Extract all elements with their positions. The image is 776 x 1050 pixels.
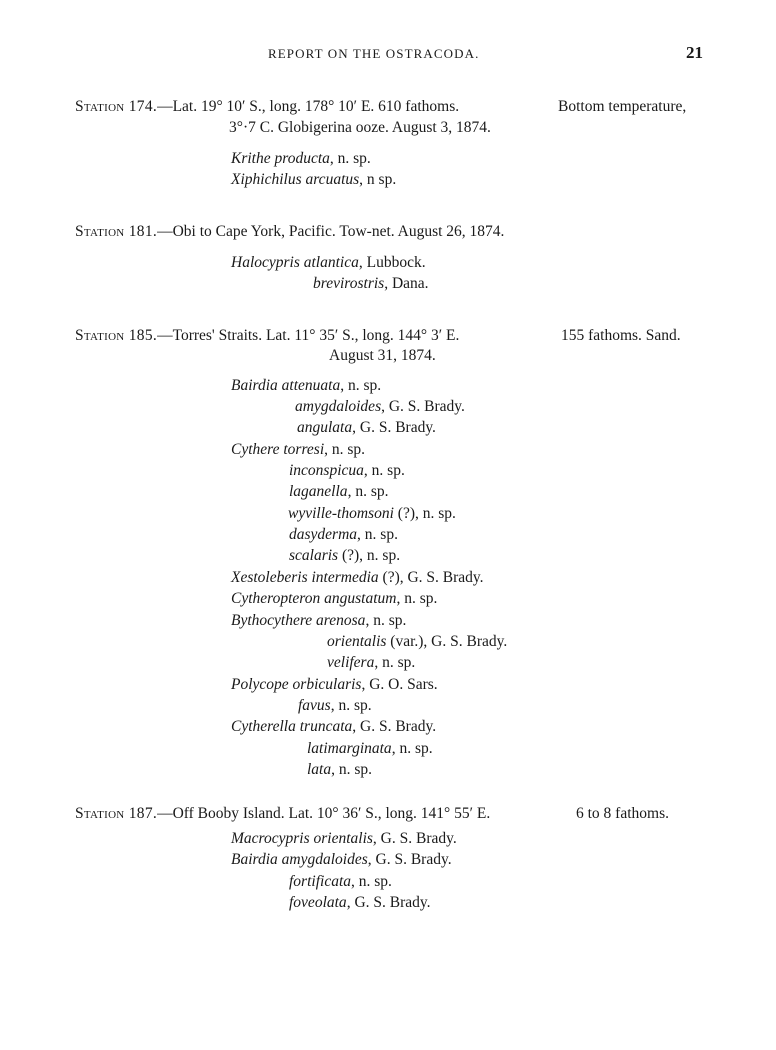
species-entry: Cytherella truncata, G. S. Brady. <box>231 718 437 735</box>
station-heading <box>75 804 490 824</box>
species-entry: Halocypris atlantica, Lubbock. <box>231 254 426 271</box>
species-entry: fortificata, n. sp. <box>289 873 392 890</box>
station-heading <box>75 326 459 346</box>
species-entry: inconspicua, n. sp. <box>289 462 405 479</box>
running-header <box>0 43 776 66</box>
station-details: —Off Booby Island. Lat. 10° 36′ S., long. 141° 55′ E. <box>157 805 491 822</box>
species-entry: dasyderma, n. sp. <box>289 526 398 543</box>
station-label: Station 181. <box>75 223 158 240</box>
species-entry: Bairdia attenuata, n. sp. <box>231 377 382 394</box>
species-entry: Xestoleberis intermedia (?), G. S. Brady. <box>231 569 484 586</box>
species-entry: Bairdia amygdaloides, G. S. Brady. <box>231 851 452 868</box>
species-entry: amygdaloides, G. S. Brady. <box>295 398 465 415</box>
species-entry: Bythocythere arenosa, n. sp. <box>231 612 407 629</box>
station-details: —Torres' Straits. Lat. 11° 35′ S., long. 144° 3′ E. <box>157 327 460 344</box>
species-entry: latimarginata, n. sp. <box>307 740 433 757</box>
species-entry: Krithe producta, n. sp. <box>231 150 371 167</box>
species-entry: favus, n. sp. <box>298 697 372 714</box>
species-entry: Xiphichilus arcuatus, n sp. <box>231 171 397 188</box>
species-entry: Macrocypris orientalis, G. S. Brady. <box>231 830 457 847</box>
species-entry: angulata, G. S. Brady. <box>297 419 436 436</box>
species-entry: orientalis (var.), G. S. Brady. <box>327 633 508 650</box>
species-entry: Polycope orbicularis, G. O. Sars. <box>231 676 438 693</box>
species-entry: laganella, n. sp. <box>289 483 389 500</box>
station-label: Station 187. <box>75 805 158 822</box>
station-details-continued: 3°·7 C. Globigerina ooze. August 3, 1874. <box>229 119 491 136</box>
station-details-continued: August 31, 1874. <box>329 347 436 364</box>
species-entry: lata, n. sp. <box>307 761 373 778</box>
page-number: 21 <box>686 43 703 62</box>
station-label: Station 174. <box>75 98 158 115</box>
station-heading <box>75 97 459 117</box>
station-heading <box>75 222 504 242</box>
station-details-right: Bottom temperature, <box>558 98 687 115</box>
station-details-right: 155 fathoms. Sand. <box>561 327 681 344</box>
species-entry: Cythere torresi, n. sp. <box>231 441 366 458</box>
species-entry: brevirostris, Dana. <box>313 275 429 292</box>
station-label: Station 185. <box>75 327 158 344</box>
species-entry: Cytheropteron angustatum, n. sp. <box>231 590 438 607</box>
station-details: —Lat. 19° 10′ S., long. 178° 10′ E. 610 fathoms. <box>157 98 460 115</box>
running-title: REPORT ON THE OSTRACODA. <box>268 46 480 61</box>
species-entry: velifera, n. sp. <box>327 654 416 671</box>
species-entry: wyville-thomsoni (?), n. sp. <box>288 505 456 522</box>
station-details: —Obi to Cape York, Pacific. Tow-net. August 26, 1874. <box>157 223 505 240</box>
species-entry: foveolata, G. S. Brady. <box>289 894 431 911</box>
species-entry: scalaris (?), n. sp. <box>289 547 401 564</box>
station-details-right: 6 to 8 fathoms. <box>576 805 669 822</box>
